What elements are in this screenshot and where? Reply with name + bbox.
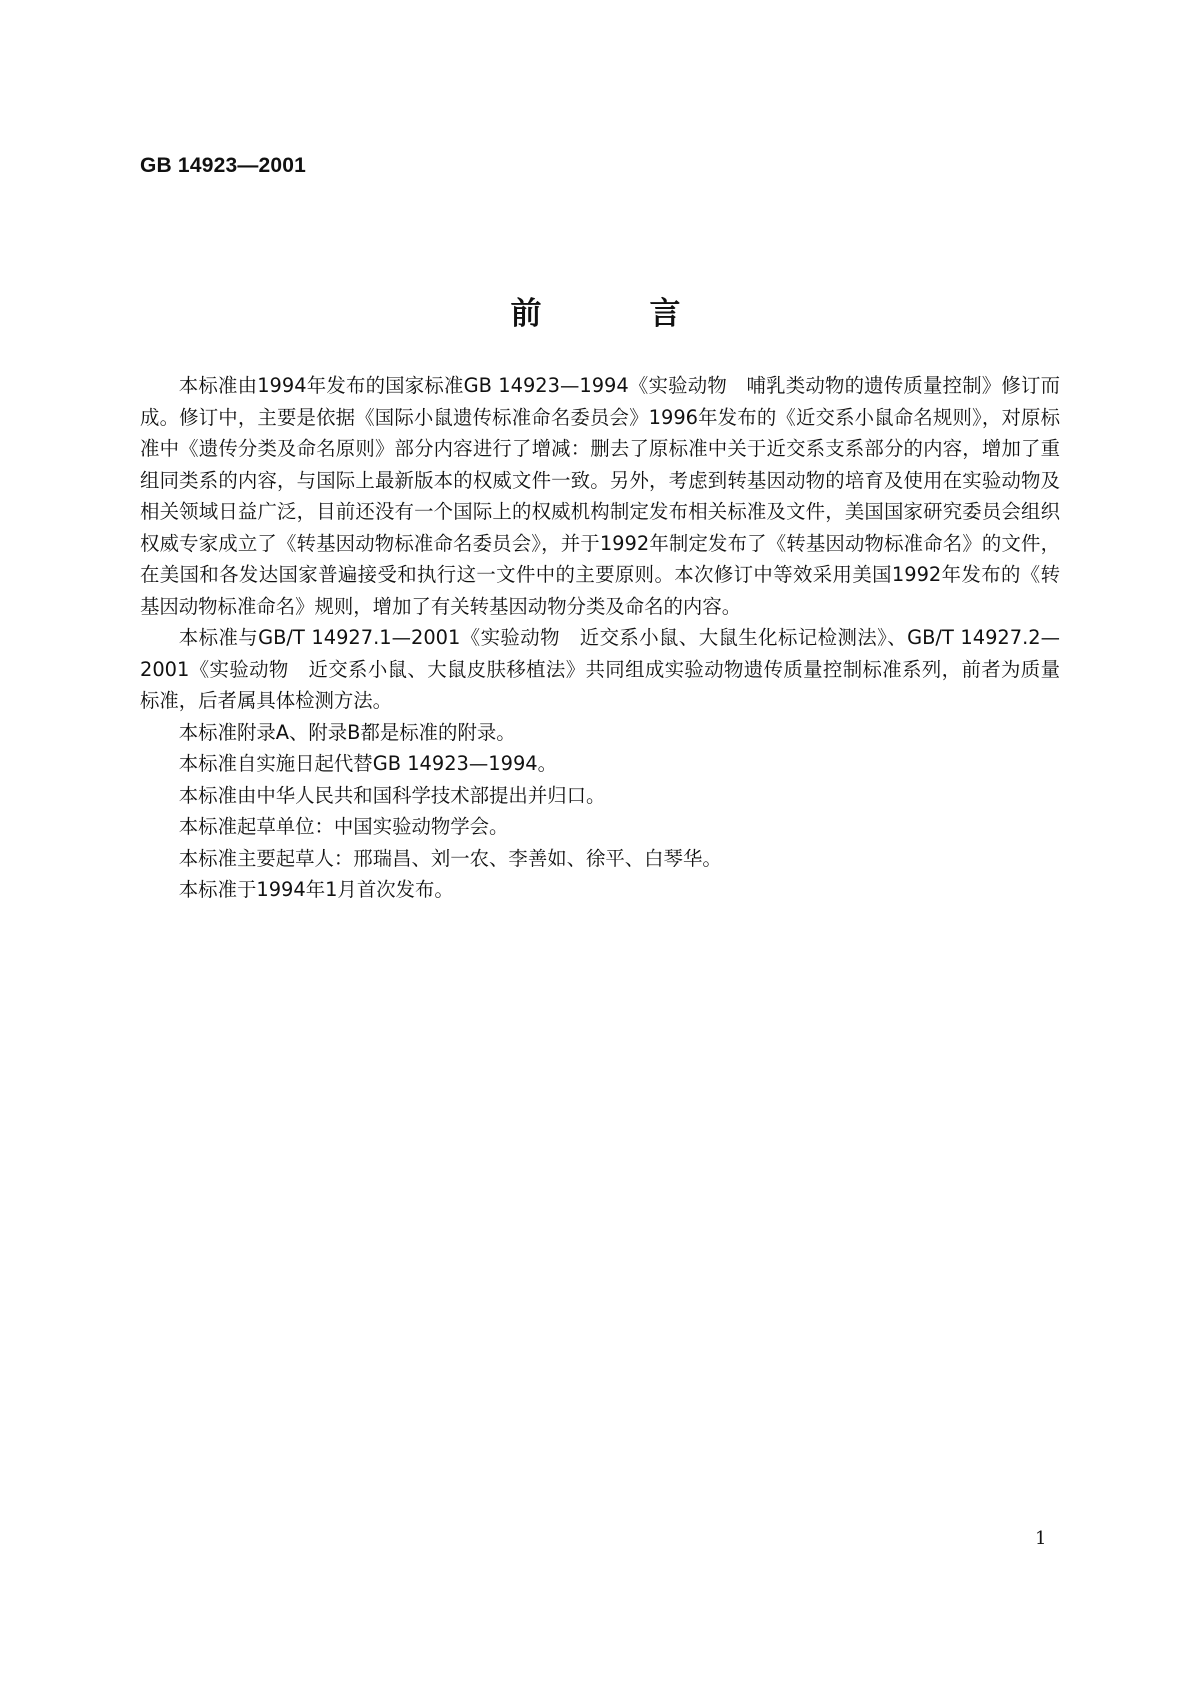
standard-code-header: GB 14923—2001 bbox=[140, 154, 307, 177]
paragraph-proposer: 本标准由中华人民共和国科学技术部提出并归口。 bbox=[178, 783, 606, 807]
paragraph-drafters: 本标准主要起草人：邢瑞昌、刘一农、李善如、徐平、白琴华。 bbox=[178, 846, 722, 870]
page-title: 前言 bbox=[510, 296, 789, 332]
paragraph-appendices: 本标准附录A、附录B都是标准的附录。 bbox=[178, 720, 516, 744]
paragraph-drafting-unit: 本标准起草单位：中国实验动物学会。 bbox=[178, 815, 509, 838]
foreword-body bbox=[140, 370, 1060, 906]
paragraph-replacement: 本标准自实施日起代替GB 14923—1994。 bbox=[178, 752, 558, 775]
paragraph-standard-series: 本标准与GB/T 14927.1—2001《实验动物 近交系小鼠、大鼠生化标记检测法》、GB/T 14927.2—2001《实验动物 近交系小鼠、大鼠皮肤移植法》共同组成实验动物遗传质量控制标准系列，前者为质量标准，后者属具体检测方法。 bbox=[140, 626, 1060, 712]
paragraph-revision-basis: 本标准由1994年发布的国家标准GB 14923—1994《实验动物 哺乳类动物的遗传质量控制》修订而成。修订中，主要是依据《国际小鼠遗传标准命名委员会》1996年发布的《近交系小鼠命名规则》，对原标准中《遗传分类及命名原则》部分内容进行了增减：删去了原标准中关于近交系支系部分的内容，增加了重组同类系的内容，与国际上最新版本的权威文件一致。另外，考虑到转基因动物的培育及使用在实验动物及相关领域日益广泛，目前还没有一个国际上的权威机构制定发布相关标准及文件，美国国家研究委员会组织权威专家成立了《转基因动物标准命名委员会》，并于1992年制定发布了《转基因动物标准命名》的文件，在美国和各发达国家普遍接受和执行这一文件中的主要原则。本次修订中等效采用美国1992年发布的《转基因动物标准命名》规则，增加了有关转基因动物分类及命名的内容。 bbox=[140, 374, 1060, 618]
page-number: 1 bbox=[1035, 1528, 1047, 1549]
paragraph-first-release: 本标准于1994年1月首次发布。 bbox=[178, 878, 454, 901]
